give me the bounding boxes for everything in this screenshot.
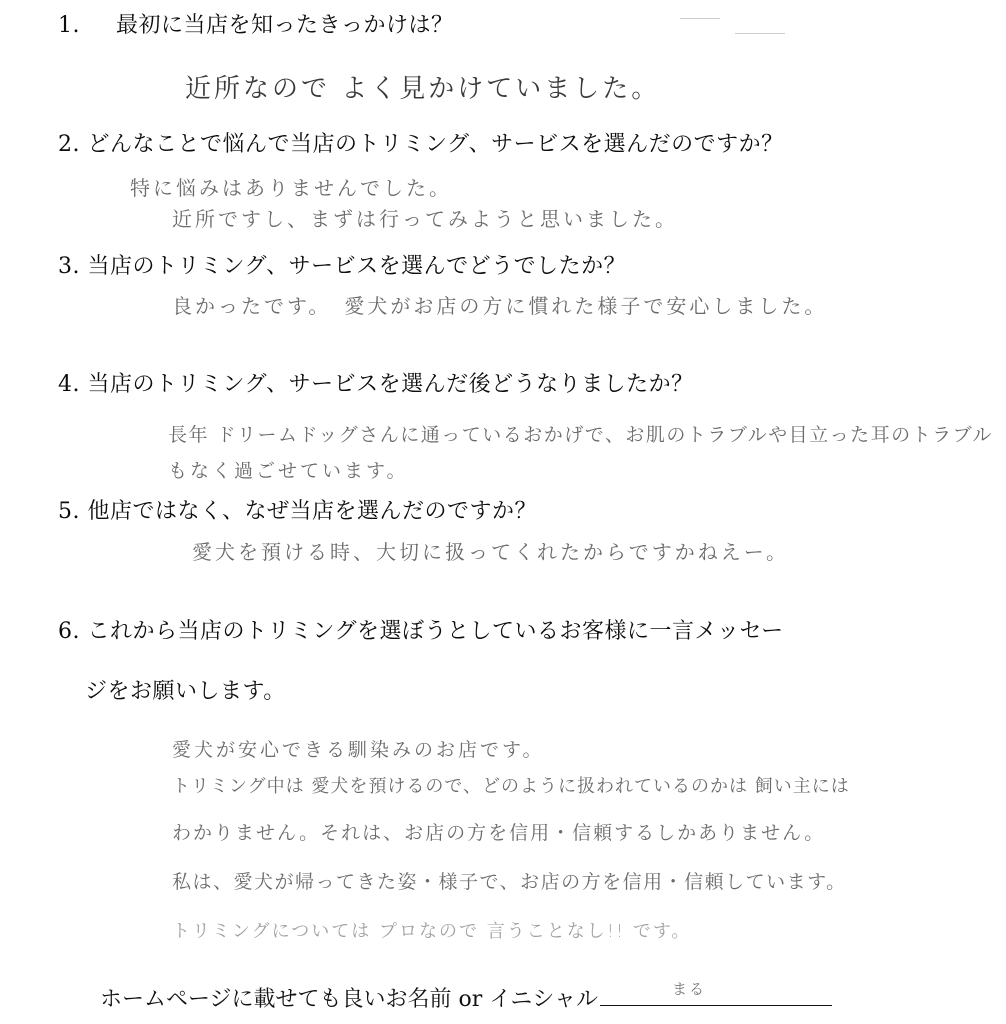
question-6-continuation: ジをお願いします。	[85, 679, 286, 704]
question-6	[58, 618, 784, 646]
answer-6-line-2: トリミング中は 愛犬を預けるので、どのように扱われているのかは 飼い主には	[172, 776, 850, 797]
answer-1-line-1: 近所なので よく見かけていました。	[185, 74, 661, 104]
question-text: これから当店のトリミングを選ぼうとしているお客様に一言メッセー	[87, 619, 784, 644]
answer-2-line-1: 特に悩みはありませんでした。	[130, 176, 452, 200]
answer-6-line-5: トリミングについては プロなので 言うことなし!! です。	[172, 921, 692, 942]
question-4	[58, 371, 694, 399]
question-2	[58, 131, 784, 159]
answer-5-line-1: 愛犬を預ける時、大切に扱ってくれたからですかねえー。	[192, 540, 789, 564]
question-number: 4.	[58, 372, 80, 397]
answer-6-line-3: わかりません。それは、お店の方を信用・信頼するしかありません。	[172, 822, 826, 844]
answer-2-line-2: 近所ですし、まずは行ってみようと思いました。	[172, 207, 678, 231]
answer-4-line-1: 長年 ドリームドッグさんに通っているおかげで、お肌のトラブルや目立った耳のトラブル	[168, 424, 993, 446]
question-text: どんなことで悩んで当店のトリミング、サービスを選んだのですか？	[87, 132, 784, 157]
question-text: 当店のトリミング、サービスを選んでどうでしたか？	[87, 254, 627, 279]
question-number: 6.	[58, 619, 80, 644]
name-underline	[600, 980, 832, 1006]
scan-speck	[735, 33, 785, 34]
question-1	[58, 12, 454, 40]
question-text: 当店のトリミング、サービスを選んだ後どうなりましたか？	[87, 372, 694, 397]
question-number: 5.	[58, 499, 80, 524]
homepage-name-label: ホームページに載せても良いお名前 or イニシャル	[100, 987, 598, 1012]
answer-6-line-4: 私は、愛犬が帰ってきた姿・様子で、お店の方を信用・信頼しています。	[172, 871, 847, 893]
homepage-name-field	[100, 980, 832, 1014]
question-text: 最初に当店を知ったきっかけは？	[116, 13, 454, 38]
answer-4-line-2: もなく過ごせています。	[168, 460, 409, 482]
question-number: 2.	[58, 132, 80, 157]
question-3	[58, 253, 626, 281]
question-text: 他店ではなく、なぜ当店を選んだのですか？	[87, 499, 538, 524]
scan-speck	[680, 18, 720, 19]
question-number: 1.	[58, 13, 80, 38]
answer-3-line-1: 良かったです。 愛犬がお店の方に慣れた様子で安心しました。	[172, 294, 828, 318]
question-number: 3.	[58, 254, 80, 279]
answer-6-line-1: 愛犬が安心できる馴染みのお店です。	[172, 739, 545, 761]
question-5	[58, 498, 537, 526]
signature: まる	[672, 980, 707, 998]
